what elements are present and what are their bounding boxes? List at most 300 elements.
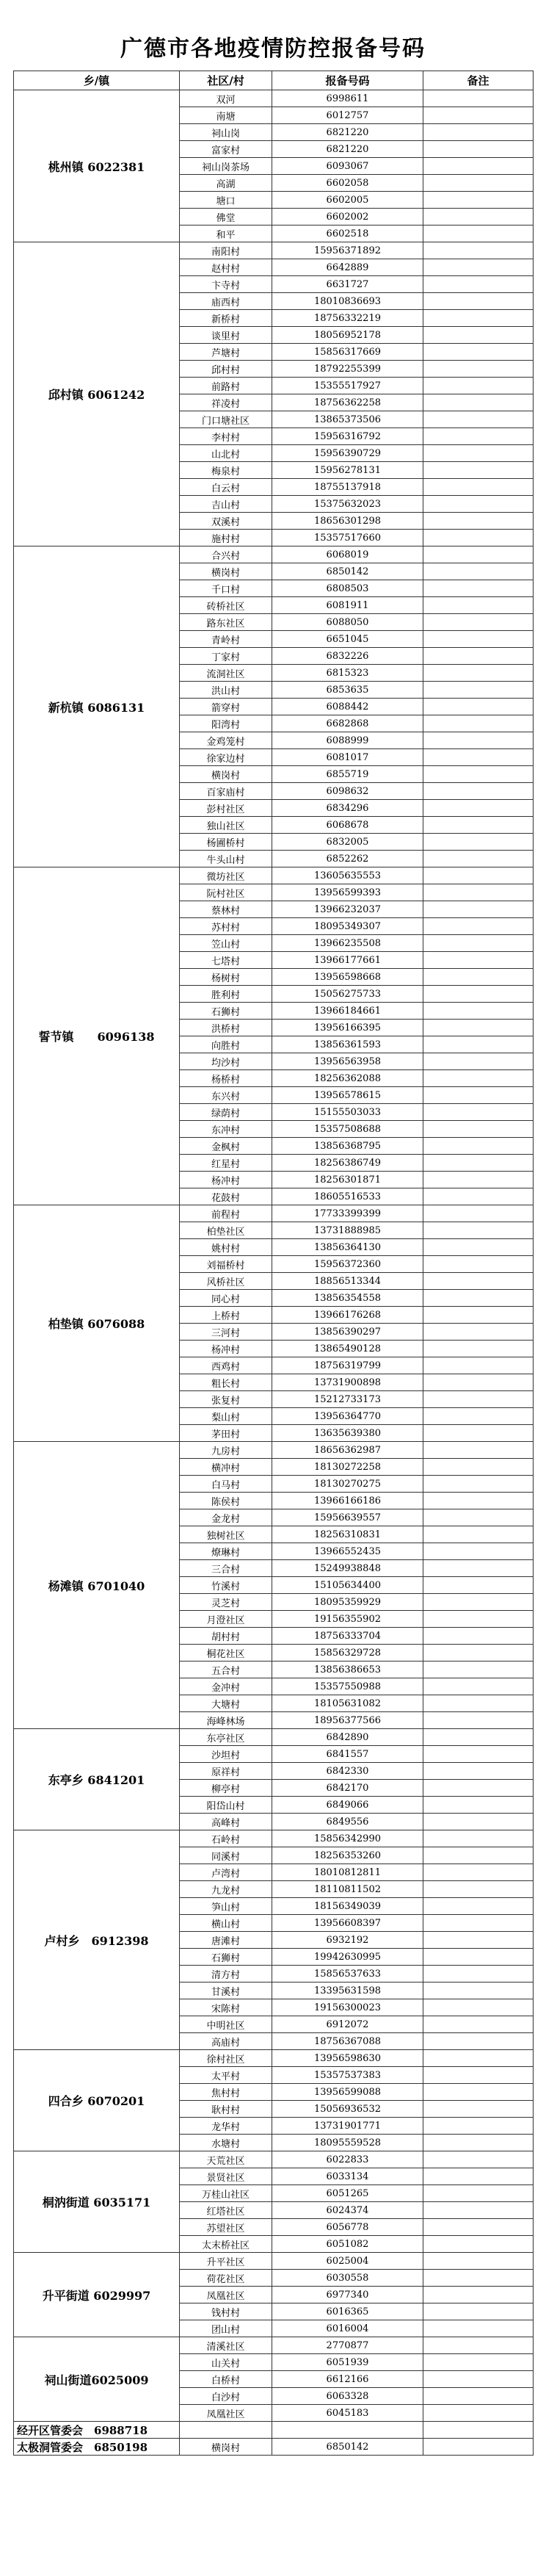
village-cell: 富家村 [180, 141, 272, 158]
remark-cell [423, 969, 534, 986]
table-row [14, 2151, 534, 2168]
village-cell: 燎琳村 [180, 1543, 272, 1560]
number-cell: 6051265 [272, 2185, 423, 2202]
remark-cell [423, 2067, 534, 2084]
remark-cell [423, 851, 534, 867]
remark-cell [423, 1324, 534, 1341]
village-cell: 路东社区 [180, 614, 272, 631]
remark-cell [423, 2388, 534, 2405]
number-cell: 6850142 [272, 563, 423, 580]
number-cell: 6821220 [272, 124, 423, 141]
remark-cell [423, 192, 534, 209]
village-cell: 红塔社区 [180, 2202, 272, 2219]
number-cell: 13966177661 [272, 952, 423, 969]
village-cell: 千口村 [180, 580, 272, 597]
village-cell: 金鸡笼村 [180, 732, 272, 749]
village-cell: 同心村 [180, 1290, 272, 1307]
remark-cell [423, 1290, 534, 1307]
village-cell: 三合村 [180, 1560, 272, 1577]
village-cell: 金冲村 [180, 1678, 272, 1695]
header-village: 社区/村 [180, 71, 272, 90]
village-cell: 苏望社区 [180, 2219, 272, 2236]
remark-cell [423, 1712, 534, 1729]
remark-cell [423, 1847, 534, 1864]
village-cell: 彭村社区 [180, 800, 272, 817]
number-cell: 15956372360 [272, 1256, 423, 1273]
remark-cell [423, 715, 534, 732]
village-cell: 清溪社区 [180, 2337, 272, 2354]
village-cell: 天荒社区 [180, 2151, 272, 2168]
remark-cell [423, 90, 534, 107]
remark-cell [423, 175, 534, 192]
village-cell: 焦村村 [180, 2084, 272, 2101]
village-cell: 杨冲村 [180, 1172, 272, 1188]
remark-cell [423, 513, 534, 530]
village-cell: 石岭村 [180, 1830, 272, 1847]
town-cell: 升平街道 6029997 [14, 2253, 180, 2337]
village-cell: 花鼓村 [180, 1188, 272, 1205]
village-cell: 升平社区 [180, 2253, 272, 2270]
remark-cell [423, 1966, 534, 1982]
number-cell: 18095359929 [272, 1594, 423, 1611]
number-cell: 6068678 [272, 817, 423, 834]
number-cell: 6932192 [272, 1932, 423, 1949]
number-cell: 6842330 [272, 1763, 423, 1780]
number-cell: 15956278131 [272, 462, 423, 479]
remark-cell [423, 1070, 534, 1087]
remark-cell [423, 2101, 534, 2118]
village-cell: 杨树村 [180, 969, 272, 986]
number-cell: 13956578615 [272, 1087, 423, 1104]
number-cell: 18956377566 [272, 1712, 423, 1729]
village-cell: 苏村村 [180, 918, 272, 935]
town-cell: 卢村乡 6912398 [14, 1830, 180, 2050]
remark-cell [423, 1746, 534, 1763]
remark-cell [423, 2439, 534, 2456]
village-cell: 沙坦村 [180, 1746, 272, 1763]
number-cell: 6998611 [272, 90, 423, 107]
village-cell: 水塘村 [180, 2135, 272, 2151]
remark-cell [423, 462, 534, 479]
number-cell: 6093067 [272, 158, 423, 175]
remark-cell [423, 327, 534, 344]
number-cell: 18856513344 [272, 1273, 423, 1290]
remark-cell [423, 2050, 534, 2067]
remark-cell [423, 2337, 534, 2354]
number-cell: 13635639380 [272, 1425, 423, 1442]
number-cell: 2770877 [272, 2337, 423, 2354]
number-cell: 13856390297 [272, 1324, 423, 1341]
remark-cell [423, 530, 534, 546]
remark-cell [423, 682, 534, 699]
village-cell: 向胜村 [180, 1036, 272, 1053]
number-cell: 13856361593 [272, 1036, 423, 1053]
remark-cell [423, 1526, 534, 1543]
document [13, 28, 533, 2456]
header-town: 乡/镇 [14, 71, 180, 90]
number-cell: 13395631598 [272, 1982, 423, 1999]
number-cell: 6853635 [272, 682, 423, 699]
remark-cell [423, 1205, 534, 1222]
town-cell: 邱村镇 6061242 [14, 242, 180, 546]
remark-cell [423, 1188, 534, 1205]
village-cell: 团山村 [180, 2320, 272, 2337]
number-cell: 15856537633 [272, 1966, 423, 1982]
remark-cell [423, 1577, 534, 1594]
remark-cell [423, 1999, 534, 2016]
remark-cell [423, 1273, 534, 1290]
number-cell: 18130272258 [272, 1459, 423, 1476]
remark-cell [423, 1695, 534, 1712]
village-cell: 原祥村 [180, 1763, 272, 1780]
remark-cell [423, 2151, 534, 2168]
village-cell: 洪山村 [180, 682, 272, 699]
village-cell: 荷花社区 [180, 2270, 272, 2287]
number-cell: 15357550988 [272, 1678, 423, 1695]
table-row [14, 1205, 534, 1222]
remark-cell [423, 817, 534, 834]
village-cell: 张复村 [180, 1391, 272, 1408]
remark-cell [423, 2185, 534, 2202]
remark-cell [423, 2422, 534, 2439]
number-cell: 6068019 [272, 546, 423, 563]
remark-cell [423, 1155, 534, 1172]
village-cell: 唐滩村 [180, 1932, 272, 1949]
number-cell: 6024374 [272, 2202, 423, 2219]
village-cell: 清方村 [180, 1966, 272, 1982]
remark-cell [423, 1814, 534, 1830]
village-cell: 横山村 [180, 1915, 272, 1932]
village-cell: 大塘村 [180, 1695, 272, 1712]
number-cell: 6850142 [272, 2439, 423, 2456]
table-row [14, 2050, 534, 2067]
village-cell: 宋陈村 [180, 1999, 272, 2016]
village-cell: 卞寺村 [180, 276, 272, 293]
number-cell: 15956371892 [272, 242, 423, 259]
number-cell: 6834296 [272, 800, 423, 817]
footer-row [14, 2439, 534, 2456]
number-cell: 6081911 [272, 597, 423, 614]
remark-cell [423, 141, 534, 158]
number-cell: 6808503 [272, 580, 423, 597]
village-cell: 丁家村 [180, 648, 272, 665]
remark-cell [423, 749, 534, 766]
number-cell: 18256353260 [272, 1847, 423, 1864]
number-cell: 18010836693 [272, 293, 423, 310]
remark-cell [423, 411, 534, 428]
table-row [14, 2337, 534, 2354]
village-cell: 前程村 [180, 1205, 272, 1222]
number-cell: 17733399399 [272, 1205, 423, 1222]
number-cell: 15155503033 [272, 1104, 423, 1121]
remark-cell [423, 2287, 534, 2303]
footer-row [14, 2422, 534, 2439]
remark-cell [423, 1256, 534, 1273]
remark-cell [423, 986, 534, 1003]
village-cell: 山关村 [180, 2354, 272, 2371]
remark-cell [423, 378, 534, 394]
village-cell: 徐村社区 [180, 2050, 272, 2067]
remark-cell [423, 2168, 534, 2185]
remark-cell [423, 496, 534, 513]
number-cell: 15357508688 [272, 1121, 423, 1138]
number-cell: 15105634400 [272, 1577, 423, 1594]
village-cell: 青岭村 [180, 631, 272, 648]
village-cell: 陈侯村 [180, 1493, 272, 1509]
number-cell: 13856364130 [272, 1239, 423, 1256]
remark-cell [423, 107, 534, 124]
number-cell: 13956598668 [272, 969, 423, 986]
number-cell: 6051939 [272, 2354, 423, 2371]
town-cell: 桃州镇 6022381 [14, 90, 180, 242]
town-cell: 东亭乡 6841201 [14, 1729, 180, 1830]
number-cell: 13856386653 [272, 1662, 423, 1678]
village-cell: 横岗村 [180, 563, 272, 580]
village-cell: 万桂山社区 [180, 2185, 272, 2202]
village-cell: 甘溪村 [180, 1982, 272, 1999]
village-cell: 金龙村 [180, 1509, 272, 1526]
remark-cell [423, 1628, 534, 1645]
remark-cell [423, 1307, 534, 1324]
remark-cell [423, 1509, 534, 1526]
number-cell: 18256301871 [272, 1172, 423, 1188]
number-cell: 6977340 [272, 2287, 423, 2303]
number-cell: 6045183 [272, 2405, 423, 2422]
number-cell: 13956364770 [272, 1408, 423, 1425]
number-cell: 6056778 [272, 2219, 423, 2236]
number-cell: 13731888985 [272, 1222, 423, 1239]
table-row [14, 867, 534, 884]
village-cell: 蔡林村 [180, 901, 272, 918]
remark-cell [423, 1763, 534, 1780]
remark-cell [423, 1459, 534, 1476]
village-cell: 太平村 [180, 2067, 272, 2084]
village-cell: 东冲村 [180, 1121, 272, 1138]
village-cell: 笠山村 [180, 935, 272, 952]
remark-cell [423, 783, 534, 800]
village-cell: 灵芝村 [180, 1594, 272, 1611]
village-cell: 绿荫村 [180, 1104, 272, 1121]
village-cell: 山北村 [180, 445, 272, 462]
remark-cell [423, 344, 534, 361]
remark-cell [423, 1780, 534, 1797]
village-cell: 均沙村 [180, 1053, 272, 1070]
town-cell: 四合乡 6070201 [14, 2050, 180, 2151]
village-cell: 凤凰社区 [180, 2287, 272, 2303]
village-cell: 赵村村 [180, 259, 272, 276]
remark-cell [423, 1949, 534, 1966]
number-cell: 18256386749 [272, 1155, 423, 1172]
number-cell: 13966184661 [272, 1003, 423, 1020]
village-cell: 杨圃桥村 [180, 834, 272, 851]
number-cell: 6022833 [272, 2151, 423, 2168]
number-cell: 15856317669 [272, 344, 423, 361]
village-cell: 杨桥村 [180, 1070, 272, 1087]
village-cell: 七塔村 [180, 952, 272, 969]
remark-cell [423, 158, 534, 175]
number-cell: 13856354558 [272, 1290, 423, 1307]
remark-cell [423, 1493, 534, 1509]
number-cell: 6602058 [272, 175, 423, 192]
number-cell: 18756319799 [272, 1357, 423, 1374]
village-cell: 白桥村 [180, 2371, 272, 2388]
village-cell: 上桥村 [180, 1307, 272, 1324]
village-cell: 新桥村 [180, 310, 272, 327]
remark-cell [423, 884, 534, 901]
village-cell: 和平 [180, 226, 272, 242]
town-cell: 桐汭街道 6035171 [14, 2151, 180, 2253]
number-cell: 6098632 [272, 783, 423, 800]
village-cell: 桐花社区 [180, 1645, 272, 1662]
number-cell [272, 2422, 423, 2439]
remark-cell [423, 1036, 534, 1053]
number-cell: 18755137918 [272, 479, 423, 496]
remark-cell [423, 428, 534, 445]
village-cell: 砖桥社区 [180, 597, 272, 614]
village-cell: 耿村村 [180, 2101, 272, 2118]
village-cell: 施村村 [180, 530, 272, 546]
number-cell: 18656301298 [272, 513, 423, 530]
village-cell: 白马村 [180, 1476, 272, 1493]
village-cell: 柏垫社区 [180, 1222, 272, 1239]
village-cell: 粗长村 [180, 1374, 272, 1391]
header-remark: 备注 [423, 71, 534, 90]
number-cell: 15357517660 [272, 530, 423, 546]
village-cell: 竹溪村 [180, 1577, 272, 1594]
village-cell: 南阳村 [180, 242, 272, 259]
remark-cell [423, 1982, 534, 1999]
town-cell: 誓节镇 6096138 [14, 867, 180, 1205]
remark-cell [423, 1104, 534, 1121]
number-cell: 6912072 [272, 2016, 423, 2033]
village-cell: 高峰村 [180, 1814, 272, 1830]
remark-cell [423, 1543, 534, 1560]
remark-cell [423, 1391, 534, 1408]
village-cell: 前路村 [180, 378, 272, 394]
remark-cell [423, 293, 534, 310]
remark-cell [423, 361, 534, 378]
remark-cell [423, 2354, 534, 2371]
village-cell: 独树社区 [180, 1526, 272, 1543]
remark-cell [423, 259, 534, 276]
number-cell: 15856342990 [272, 1830, 423, 1847]
remark-cell [423, 276, 534, 293]
village-cell: 杨冲村 [180, 1341, 272, 1357]
village-cell: 门口塘社区 [180, 411, 272, 428]
remark-cell [423, 2270, 534, 2287]
remark-cell [423, 1645, 534, 1662]
remark-cell [423, 2405, 534, 2422]
number-cell: 15357537383 [272, 2067, 423, 2084]
remark-cell [423, 597, 534, 614]
village-cell: 卢湾村 [180, 1864, 272, 1881]
number-cell: 15056275733 [272, 986, 423, 1003]
number-cell: 13865490128 [272, 1341, 423, 1357]
remark-cell [423, 1003, 534, 1020]
table-row [14, 1830, 534, 1847]
number-cell: 15056936532 [272, 2101, 423, 2118]
number-cell: 6033134 [272, 2168, 423, 2185]
town-cell: 柏垫镇 6076088 [14, 1205, 180, 1442]
remark-cell [423, 242, 534, 259]
number-cell: 15375632023 [272, 496, 423, 513]
number-cell: 6842170 [272, 1780, 423, 1797]
remark-cell [423, 2371, 534, 2388]
table-row [14, 546, 534, 563]
number-cell: 18056952178 [272, 327, 423, 344]
number-cell: 13966176268 [272, 1307, 423, 1324]
remark-cell [423, 1830, 534, 1847]
number-cell: 19156355902 [272, 1611, 423, 1628]
number-cell: 15355517927 [272, 378, 423, 394]
remark-cell [423, 665, 534, 682]
number-cell: 18156349039 [272, 1898, 423, 1915]
header-number: 报备号码 [272, 71, 423, 90]
village-cell: 三河村 [180, 1324, 272, 1341]
number-cell: 13856368795 [272, 1138, 423, 1155]
table-row [14, 1729, 534, 1746]
number-cell: 18095559528 [272, 2135, 423, 2151]
number-cell: 18130270275 [272, 1476, 423, 1493]
town-cell: 杨滩镇 6701040 [14, 1442, 180, 1729]
table-row [14, 1442, 534, 1459]
number-cell: 18010812811 [272, 1864, 423, 1881]
village-cell: 太末桥社区 [180, 2236, 272, 2253]
village-cell: 石狮村 [180, 1949, 272, 1966]
remark-cell [423, 2219, 534, 2236]
town-cell: 祠山街道6025009 [14, 2337, 180, 2422]
remark-cell [423, 766, 534, 783]
number-cell: 6602005 [272, 192, 423, 209]
village-cell: 合兴村 [180, 546, 272, 563]
number-cell: 13865373506 [272, 411, 423, 428]
remark-cell [423, 1020, 534, 1036]
village-cell: 塘口 [180, 192, 272, 209]
number-cell: 6682868 [272, 715, 423, 732]
number-cell: 18756332219 [272, 310, 423, 327]
number-cell: 6642889 [272, 259, 423, 276]
remark-cell [423, 2236, 534, 2253]
remark-cell [423, 952, 534, 969]
number-cell: 18792255399 [272, 361, 423, 378]
remark-cell [423, 800, 534, 817]
number-cell: 18256310831 [272, 1526, 423, 1543]
remark-cell [423, 479, 534, 496]
remark-cell [423, 445, 534, 462]
number-cell: 18605516533 [272, 1188, 423, 1205]
village-cell: 梅泉村 [180, 462, 272, 479]
remark-cell [423, 1121, 534, 1138]
village-cell: 箭穿村 [180, 699, 272, 715]
remark-cell [423, 1678, 534, 1695]
village-cell: 祥凌村 [180, 394, 272, 411]
number-cell: 6855719 [272, 766, 423, 783]
number-cell: 6631727 [272, 276, 423, 293]
remark-cell [423, 1239, 534, 1256]
remark-cell [423, 1915, 534, 1932]
number-cell: 6841557 [272, 1746, 423, 1763]
number-cell: 18105631082 [272, 1695, 423, 1712]
remark-cell [423, 1932, 534, 1949]
remark-cell [423, 1898, 534, 1915]
village-cell: 九龙村 [180, 1881, 272, 1898]
remark-cell [423, 1560, 534, 1577]
remark-cell [423, 1357, 534, 1374]
number-cell: 6081017 [272, 749, 423, 766]
number-cell: 18756362258 [272, 394, 423, 411]
number-cell: 6832226 [272, 648, 423, 665]
remark-cell [423, 2016, 534, 2033]
